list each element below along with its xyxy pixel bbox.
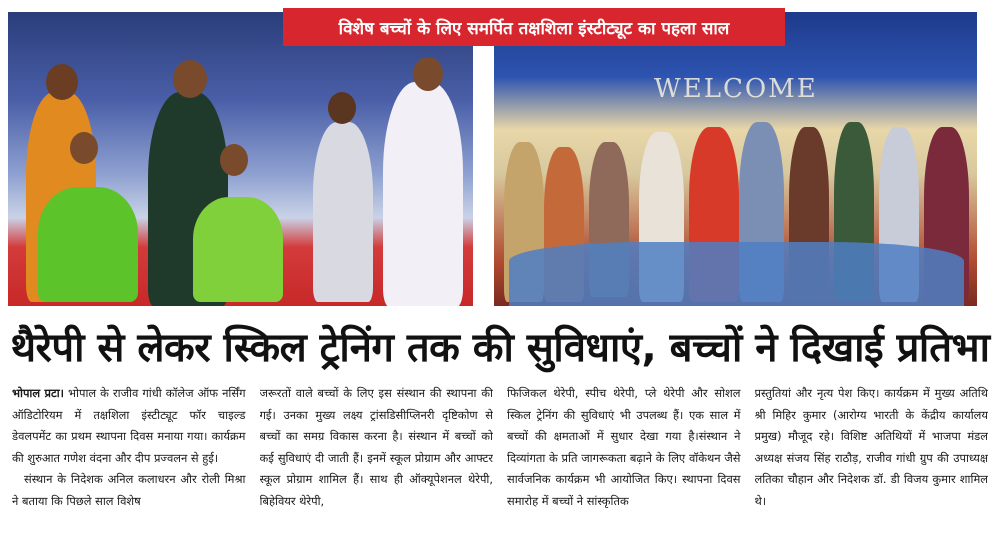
welcome-sign: WELCOME [654, 74, 818, 104]
green-dress-figure [38, 187, 138, 302]
photo-group [494, 12, 977, 306]
children-row [509, 242, 964, 306]
paragraph: जरूरतों वाले बच्चों के लिए इस संस्थान की स्थापना की गई। उनका मुख्य लक्ष्य ट्रांसडिसीप्लिनरी दृष्टिकोण से बच्चों का समग्र विकास करना है। संस्थान में बच्चों को कई सुविधाएं दी जाती हैं। इनमें स्कूल प्रोग्राम और आफ्टर स्कूल प्रोग्राम शामिल हैं। साथ ही ऑक्यूपेशनल थेरेपी, बिहेवियर थेरेपी, [259, 386, 493, 508]
silver-costume-figure [313, 122, 373, 302]
dancer-head [413, 57, 443, 91]
banner-title: विशेष बच्चों के लिए समर्पित तक्षशिला इंस्टीट्यूट का पहला साल [283, 8, 785, 46]
article-column-2 [260, 383, 494, 533]
dateline: भोपाल प्रटा। [12, 386, 64, 400]
dancer-head [173, 60, 207, 98]
green-dress-figure [193, 197, 283, 302]
paragraph: फिजिकल थेरेपी, स्पीच थेरेपी, प्ले थेरेपी और सोशल स्किल ट्रेनिंग की सुविधाएं भी उपलब्ध हैं। एक साल में बच्चों की क्षमताओं में सुधार देखा गया है।संस्थान ने दिव्यांगता के प्रति जागरूकता बढ़ाने के लिए वॉकेथन जैसे सार्वजनिक कार्यक्रम भी आयोजित किए। स्थापना दिवस समारोह में बच्चों ने सांस्कृतिक [507, 386, 741, 508]
article-column-3 [507, 383, 741, 533]
photo-children-dance [8, 12, 473, 306]
child-head [220, 144, 248, 176]
dancer-head [46, 64, 78, 100]
paragraph: संस्थान के निदेशक अनिल कलाधरन और रोली मिश्रा ने बताया कि पिछले साल विशेष [12, 472, 246, 508]
child-head [328, 92, 356, 124]
article-column-1 [12, 383, 246, 533]
article-column-4 [755, 383, 989, 533]
paragraph: प्रस्तुतियां और नृत्य पेश किए। कार्यक्रम में मुख्य अतिथि श्री मिहिर कुमार (आरोग्य भारती के केंद्रीय कार्यालय प्रमुख) मौजूद रहे। विशिष्ट अतिथियों में भाजपा मंडल अध्यक्ष संजय सिंह राठौड़, राजीव गांधी ग्रुप की उपाध्यक्ष लतिका चौहान और निदेशक डॉ. डी विजय कुमार शामिल थे। [754, 386, 988, 508]
article-body [12, 383, 988, 533]
white-dress-figure [383, 82, 463, 306]
child-head [70, 132, 98, 164]
headline: थैरेपी से लेकर स्किल ट्रेनिंग तक की सुविधाएं, बच्चों ने दिखाई प्रतिभा [10, 325, 990, 371]
paragraph: भोपाल के राजीव गांधी कॉलेज ऑफ नर्सिंग ऑडिटोरियम में तक्षशिला इंस्टीट्यूट फॉर चाइल्ड डेवलपमेंट का प्रथम स्थापना दिवस मनाया गया। कार्यक्रम की शुरुआत गणेश वंदना और दीप प्रज्वलन से हुई। [12, 386, 246, 465]
